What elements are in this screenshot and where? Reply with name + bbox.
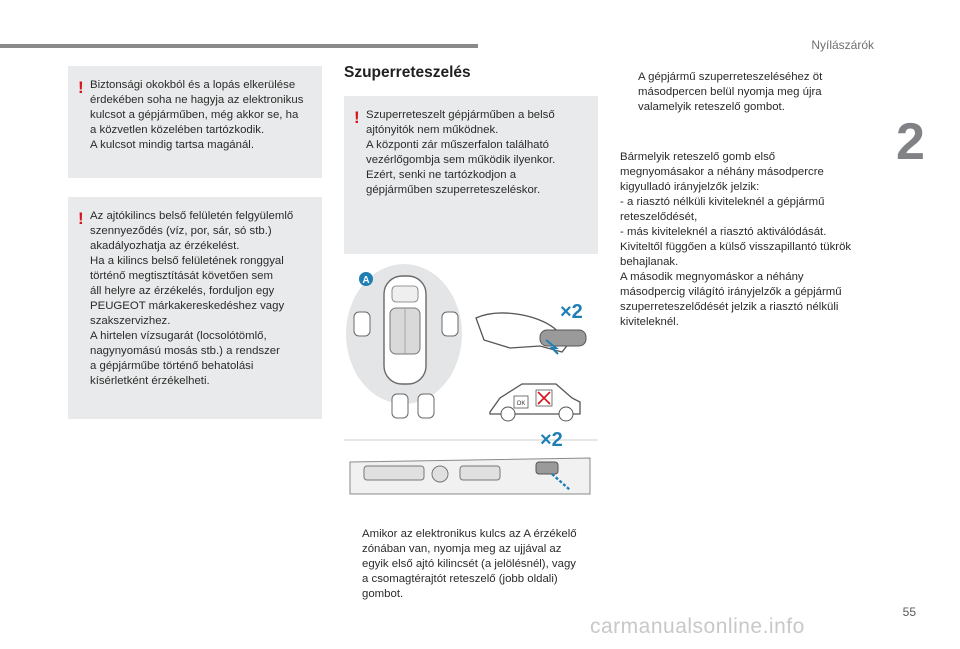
warning-text: Biztonsági okokból és a lopás elkerülése érdekében soha ne hagyja az elektronikus kulcsot a gépjárműben, még akkor se, ha a közvetlen közelében tartózkodik. A kulcsot mindig tartsa magánál. (90, 79, 304, 151)
indicator-paragraph: Bármelyik reteszelő gomb első megnyomásakor a néhány másodpercre kigyulladó irányjelzők jelzik: - a riasztó nélküli kiviteleknél a gépjármű reteszelődését, - más kiviteleknél a riasztó aktiválódását. Kiviteltől függően a külső visszapillantó tükrök behajlanak. A második megnyomáskor a néhány másodpercig világító irányjelzők a gépjármű szuperreteszelődését jelzik a riasztó nélküli kiviteleknél. (620, 151, 852, 328)
warning-box-key (68, 66, 322, 178)
bullet-text: A gépjármű szuperreteszeléséhez öt másodpercen belül nyomja meg újra valamelyik reteszelő gombot. (638, 71, 823, 113)
key-fob-icon (392, 394, 408, 418)
heading-superlocking: Szuperreteszelés (344, 64, 471, 81)
bullet-text: Amikor az elektronikus kulcs az A érzékelő zónában van, nyomja meg az ujjával az egyik első ajtó kilincsét (a jelölésnél), vagy a csomagtérajtót reteszelő (jobb oldali) gombot. (362, 528, 577, 600)
times-two-label-1: ×2 (560, 301, 583, 323)
header-rule (0, 44, 478, 48)
watermark: carmanualsonline.info (590, 615, 805, 638)
section-title: Nyílászárók (811, 38, 874, 52)
key-fob-icon (354, 312, 370, 336)
tailgate-buttons-icon (350, 458, 590, 494)
warning-icon: ! (354, 108, 360, 127)
key-fob-icon (442, 312, 458, 336)
car-top-view-icon (384, 276, 426, 384)
zone-label: A (362, 275, 370, 286)
car-side-view-icon (490, 384, 580, 421)
warning-box-superlock (344, 96, 598, 254)
ok-label: OK (516, 401, 526, 407)
key-fob-icon (418, 394, 434, 418)
warning-text: Szuperreteszelt gépjárműben a belső ajtónyitók nem működnek. A központi zár műszerfalon található vezérlőgombja sem működik ilyenkor. Ezért, senki ne tartózkodjon a gépjárműben szuperreteszeléskor. (366, 109, 556, 196)
warning-icon: ! (78, 78, 84, 97)
page-number: 55 (902, 605, 916, 619)
chapter-number: 2 (896, 113, 925, 171)
times-two-label-2: ×2 (540, 429, 563, 451)
warning-icon: ! (78, 209, 84, 228)
superlocking-illustration (340, 262, 602, 520)
warning-text: Az ajtókilincs belső felületén felgyülemlő szennyeződés (víz, por, sár, só stb.) akadályozhatja az érzékelést. Ha a kilincs belső felületének ronggyal történő megtisztítását követően sem áll helyre az érzékelés, forduljon egy PEUGEOT márkakereskedéshez vagy szakszervizhez. A hirtelen vízsugarát (locsolótömlő, nagynyomású mosás stb.) a rendszer a gépjárműbe történő behatolási kísérletként érzékelheti. (90, 210, 294, 387)
warning-box-handle (68, 197, 322, 419)
